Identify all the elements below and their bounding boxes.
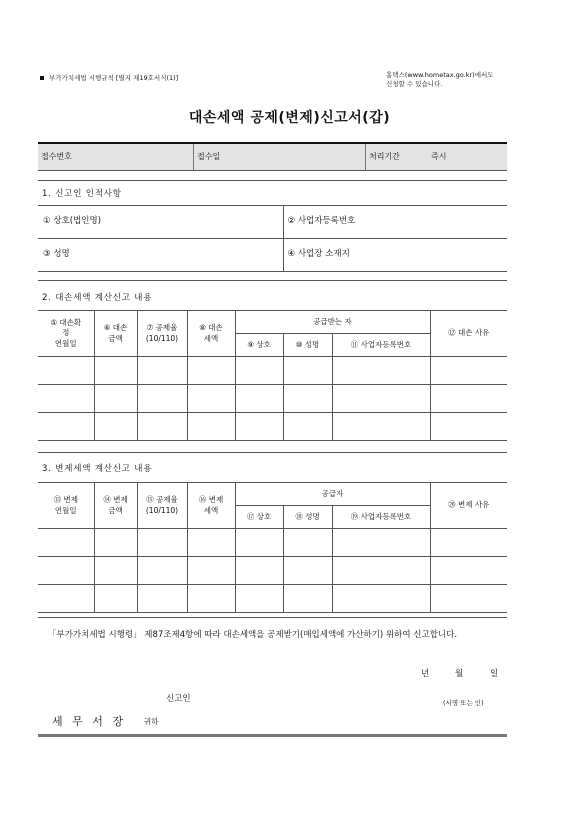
col14-header-line1: ⑭ 변제 [103, 495, 128, 505]
input-cell[interactable] [430, 529, 507, 557]
col14-header [94, 483, 137, 529]
form-reference-text: 부가가치세법 시행규칙 [별지 제19호서식(1)] [49, 74, 179, 82]
input-cell[interactable] [332, 385, 430, 413]
input-cell[interactable] [235, 357, 283, 385]
input-cell[interactable] [430, 413, 507, 441]
col11-header: ⑪ 사업자등록번호 [332, 334, 430, 357]
col13-header [38, 483, 94, 529]
hometax-note-line1: 홈택스(www.hometax.go.kr)에서도 [386, 71, 494, 79]
col5-header [38, 311, 94, 357]
col5-header-line2: 정 [62, 328, 70, 338]
col15-header [137, 483, 187, 529]
col9-header: ⑨ 상호 [235, 334, 283, 357]
name-label: ③ 성명 [43, 249, 70, 260]
col16-header-line2: 세액 [203, 505, 219, 515]
input-cell[interactable] [283, 585, 332, 613]
tax-office: 세 무 서 장 [52, 715, 126, 728]
col8-header-line2: 세액 [203, 333, 219, 343]
input-cell[interactable] [235, 385, 283, 413]
col7-header [137, 311, 187, 357]
hometax-note [386, 71, 494, 90]
input-cell[interactable] [283, 357, 332, 385]
col6-header-line1: ⑥ 대손 [103, 323, 128, 333]
input-cell[interactable] [94, 357, 137, 385]
input-cell[interactable] [332, 413, 430, 441]
receipt-bottom-rule [38, 170, 507, 171]
addressee: 귀하 [144, 717, 159, 726]
input-cell[interactable] [94, 529, 137, 557]
applicant-label: 신고인 [166, 694, 191, 704]
input-cell[interactable] [332, 585, 430, 613]
section1-top-rule [38, 180, 507, 181]
hometax-note-line2: 신청할 수 있습니다. [386, 80, 443, 89]
section3-top-rule [38, 452, 507, 453]
business-name-label: ① 상호(법인명) [43, 216, 102, 227]
business-location-cell[interactable] [283, 239, 507, 272]
table-row [38, 357, 507, 385]
receipt-divider-1 [193, 144, 194, 170]
input-cell[interactable] [430, 557, 507, 585]
declaration-top-rule [38, 617, 507, 618]
input-cell[interactable] [283, 557, 332, 585]
input-cell[interactable] [187, 557, 235, 585]
section2-top-rule [38, 280, 507, 281]
col17-header: ⑰ 상호 [235, 506, 283, 529]
form-reference [40, 73, 178, 82]
input-cell[interactable] [235, 585, 283, 613]
bullet-icon [40, 76, 44, 80]
col16-header [187, 483, 235, 529]
input-cell[interactable] [283, 413, 332, 441]
input-cell[interactable] [235, 557, 283, 585]
footer-rule [38, 734, 507, 737]
input-cell[interactable] [137, 413, 187, 441]
input-cell[interactable] [332, 557, 430, 585]
input-cell[interactable] [332, 357, 430, 385]
bad-debt-table [38, 310, 507, 441]
date-year: 년 [421, 669, 430, 679]
col13-header-line1: ⑬ 변제 [53, 495, 78, 505]
col6-header [94, 311, 137, 357]
input-cell[interactable] [94, 557, 137, 585]
receipt-date-label: 접수일 [197, 152, 221, 161]
col15-header-line1: ⑮ 공제율 [146, 495, 178, 505]
input-cell[interactable] [283, 529, 332, 557]
input-cell[interactable] [94, 585, 137, 613]
receipt-number-label: 접수번호 [41, 152, 72, 161]
table-row [38, 385, 507, 413]
table-row [38, 557, 507, 585]
input-cell[interactable] [38, 585, 94, 613]
input-cell[interactable] [38, 357, 94, 385]
input-cell[interactable] [94, 413, 137, 441]
input-cell[interactable] [187, 529, 235, 557]
col10-header: ⑩ 성명 [283, 334, 332, 357]
processing-period-value: 즉시 [431, 152, 447, 161]
col19-header: ⑲ 사업자등록번호 [332, 506, 430, 529]
input-cell[interactable] [187, 585, 235, 613]
input-cell[interactable] [332, 529, 430, 557]
input-cell[interactable] [137, 357, 187, 385]
business-name-cell[interactable] [38, 206, 283, 239]
input-cell[interactable] [38, 413, 94, 441]
applicant-info-table [38, 205, 507, 272]
input-cell[interactable] [38, 385, 94, 413]
section3-heading: 3. 변제세액 계산신고 내용 [42, 464, 153, 474]
business-reg-no-cell[interactable] [283, 206, 507, 239]
business-location-label: ④ 사업장 소재지 [287, 249, 350, 260]
col12-header: ⑫ 대손 사유 [430, 311, 507, 357]
col5-header-line1: ⑤ 대손확 [50, 318, 82, 328]
business-reg-no-label: ② 사업자등록번호 [287, 216, 356, 227]
col20-header: ⑳ 변제 사유 [430, 483, 507, 529]
input-cell[interactable] [137, 585, 187, 613]
col7-header-line1: ⑦ 공제율 [146, 323, 178, 333]
col8-header-line1: ⑧ 대손 [199, 323, 223, 333]
col15-header-line2: (10/110) [145, 505, 179, 515]
input-cell[interactable] [137, 529, 187, 557]
input-cell[interactable] [430, 385, 507, 413]
input-cell[interactable] [137, 385, 187, 413]
input-cell[interactable] [38, 557, 94, 585]
input-cell[interactable] [187, 357, 235, 385]
col18-header: ⑱ 성명 [283, 506, 332, 529]
table-row [38, 529, 507, 557]
col6-header-line2: 금액 [108, 333, 123, 343]
signature-note[interactable]: (서명 또는 인) [443, 699, 484, 707]
table-row [38, 413, 507, 441]
col8-header [187, 311, 235, 357]
input-cell[interactable] [235, 413, 283, 441]
input-cell[interactable] [283, 385, 332, 413]
input-cell[interactable] [38, 529, 94, 557]
input-cell[interactable] [187, 385, 235, 413]
col5-header-line3: 연월일 [54, 338, 77, 348]
receipt-divider-2 [365, 144, 366, 170]
form-title: 대손세액 공제(변제)신고서(갑) [188, 110, 391, 126]
col13-header-line2: 연월일 [54, 505, 77, 515]
processing-period-label: 처리기간 [369, 152, 400, 161]
section2-heading: 2. 대손세액 계산신고 내용 [42, 293, 153, 303]
date-month: 월 [455, 669, 464, 679]
input-cell[interactable] [187, 413, 235, 441]
table-row [38, 585, 507, 613]
recipient-group-header: 공급받는 자 [235, 311, 430, 334]
input-cell[interactable] [430, 357, 507, 385]
section1-heading: 1. 신고인 인적사항 [42, 189, 122, 199]
repayment-table [38, 482, 507, 613]
supplier-group-header: 공급자 [235, 483, 430, 506]
date-day: 일 [490, 669, 499, 679]
name-cell[interactable] [38, 239, 283, 272]
input-cell[interactable] [94, 385, 137, 413]
col16-header-line1: ⑯ 변제 [198, 495, 224, 505]
input-cell[interactable] [137, 557, 187, 585]
input-cell[interactable] [430, 585, 507, 613]
declaration-text: 「부가가치세법 시행령」 제87조제4항에 따라 대손세액을 공제받기(매입세액에 가산하기) 위하여 신고합니다. [48, 630, 458, 640]
col7-header-line2: (10/110) [145, 333, 179, 343]
input-cell[interactable] [235, 529, 283, 557]
col14-header-line2: 금액 [108, 505, 123, 515]
